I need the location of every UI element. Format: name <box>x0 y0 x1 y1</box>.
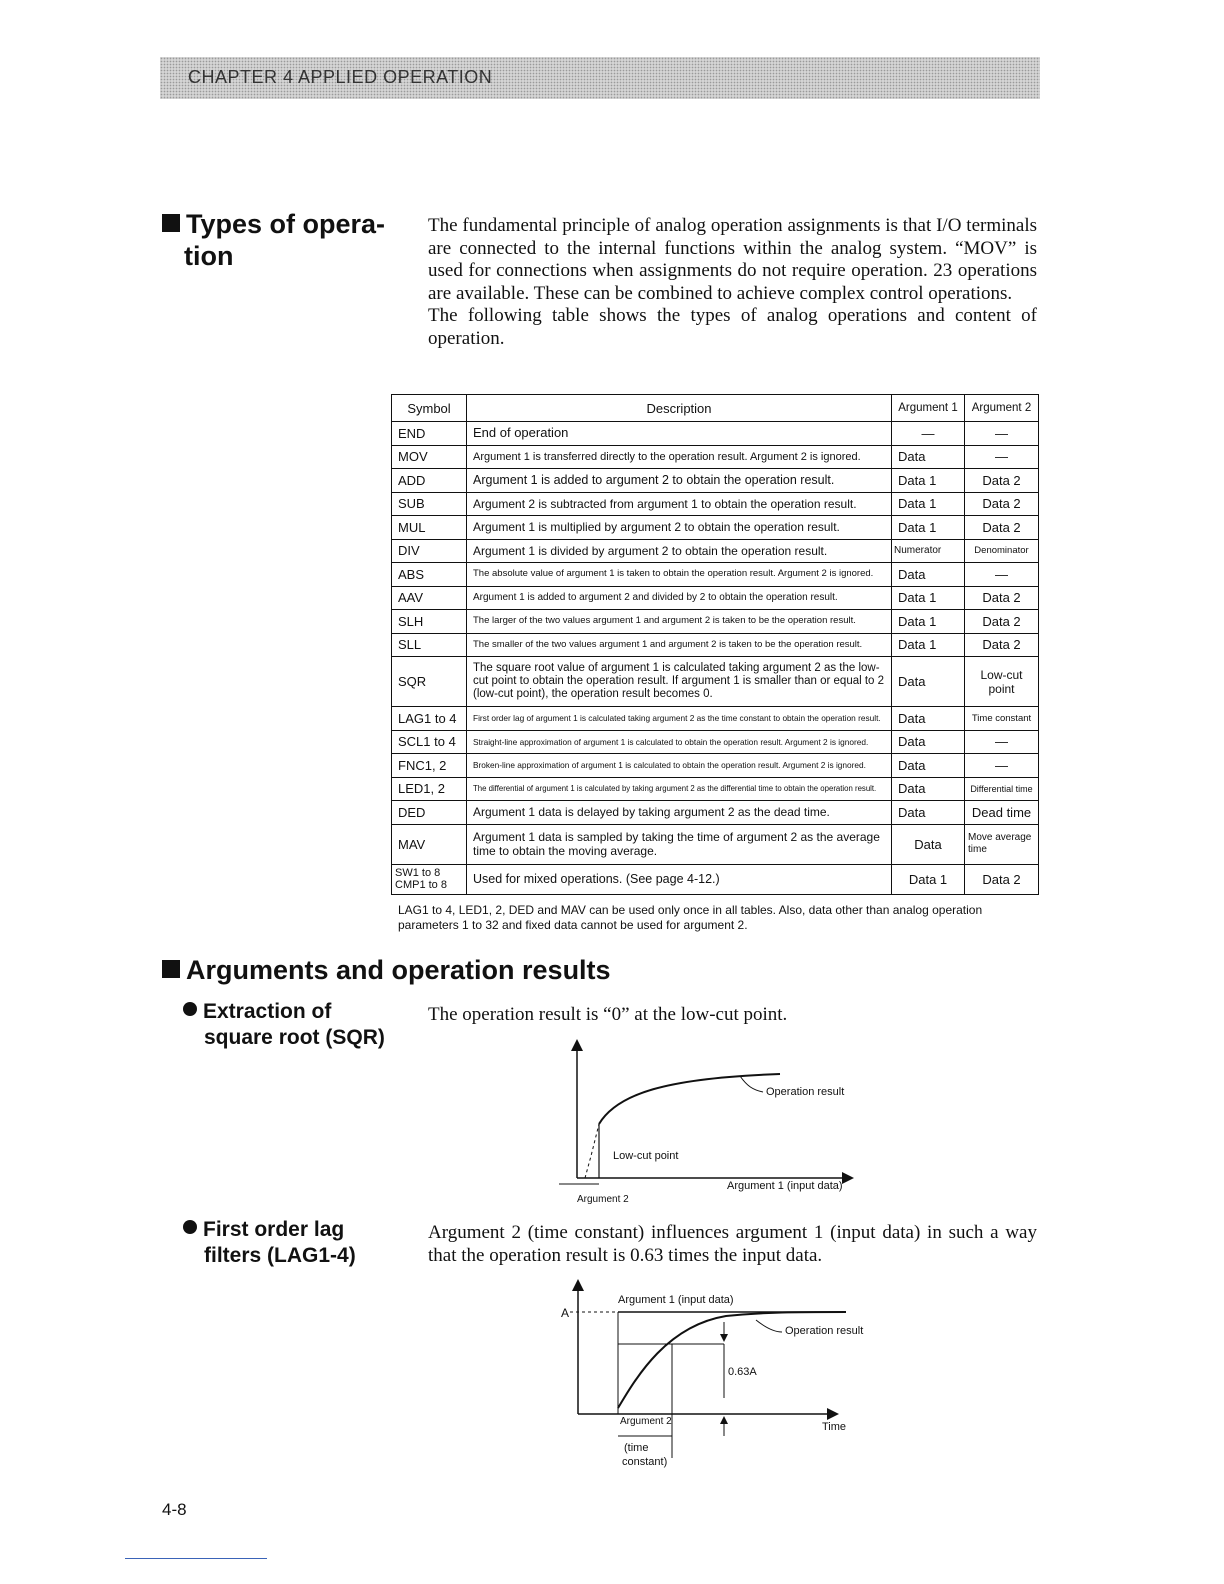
sqr-text: The operation result is “0” at the low-cut point. <box>428 1004 788 1025</box>
table-cell: The square root value of argument 1 is calculated taking argument 2 as the low-cut point to obtain the operation result. If argument 1 is smaller than or equal to 2 (low-cut point), the operation result becomes 0. <box>467 657 892 707</box>
table-cell: Argument 1 is transferred directly to the operation result. Argument 2 is ignored. <box>467 445 892 469</box>
paragraph: The following table shows the types of analog operations and content of operation. <box>428 305 1037 349</box>
arg2-label: Argument 2 <box>577 1194 629 1205</box>
table-cell: End of operation <box>467 422 892 446</box>
table-cell: DED <box>392 801 467 825</box>
table-cell: Data <box>892 754 965 778</box>
operation-curve <box>599 1074 780 1124</box>
table-cell: Argument 1 data is delayed by taking argument 2 as the dead time. <box>467 801 892 825</box>
table-cell: Data 1 <box>892 633 965 657</box>
table-cell: Data <box>892 707 965 731</box>
table-cell: — <box>892 422 965 446</box>
lag-heading: First order lag filters (LAG1-4) <box>183 1217 356 1269</box>
table-cell: SCL1 to 4 <box>392 730 467 754</box>
table-cell: The smaller of the two values argument 1 and argument 2 is taken to be the operation result. <box>467 633 892 657</box>
paragraph: The fundamental principle of analog operation assignments is that I/O terminals are connected to the internal functions within the analog system. “MOV” is used for connections when assignments do not require operation. 23 operations are available. These can be combined to achieve complex control operations. <box>428 215 1037 304</box>
arguments-heading: Arguments and operation results <box>162 955 611 986</box>
table-row <box>392 801 1039 825</box>
table-cell: Argument 1 is added to argument 2 and divided by 2 to obtain the operation result. <box>467 586 892 610</box>
table-cell: SQR <box>392 657 467 707</box>
table-cell: END <box>392 422 467 446</box>
low-cut-label: Low-cut point <box>613 1150 679 1162</box>
table-cell: Data <box>892 657 965 707</box>
table-cell: MOV <box>392 445 467 469</box>
column-header: Description <box>467 395 892 422</box>
operation-result-label: Operation result <box>766 1086 845 1098</box>
table-cell: Argument 1 is divided by argument 2 to obtain the operation result. <box>467 539 892 563</box>
table-cell: — <box>965 445 1039 469</box>
table-cell: Data 2 <box>965 610 1039 634</box>
table-cell: Denominator <box>965 539 1039 563</box>
table-cell: Data 2 <box>965 492 1039 516</box>
table-cell: Broken-line approximation of argument 1 is calculated to obtain the operation result. Argument 2 is ignored. <box>467 754 892 778</box>
table-cell: First order lag of argument 1 is calculated taking argument 2 as the time constant to obtain the operation result. <box>467 707 892 731</box>
column-header: Symbol <box>392 395 467 422</box>
table-cell: MAV <box>392 824 467 864</box>
circle-bullet-icon <box>183 1002 197 1016</box>
table-cell: Data <box>892 730 965 754</box>
time-constant-label: (time <box>624 1442 649 1454</box>
table-cell: Data <box>892 777 965 801</box>
table-header-row <box>392 395 1039 422</box>
table-cell: Data 1 <box>892 492 965 516</box>
table-cell: Data <box>892 563 965 587</box>
table-cell: — <box>965 730 1039 754</box>
table-row <box>392 730 1039 754</box>
table-row <box>392 563 1039 587</box>
time-label: Time <box>822 1421 847 1433</box>
table-cell: Low-cut point <box>965 657 1039 707</box>
page-number: 4-8 <box>162 1500 187 1519</box>
operation-result-label: Operation result <box>785 1325 864 1337</box>
table-cell: SLL <box>392 633 467 657</box>
column-header: Argument 1 <box>892 395 965 422</box>
table-cell: Data 1 <box>892 610 965 634</box>
dashed-curve <box>585 1124 599 1178</box>
table-cell: Data 2 <box>965 516 1039 540</box>
circle-bullet-icon <box>183 1220 197 1234</box>
table-cell: Argument 2 is subtracted from argument 1 to obtain the operation result. <box>467 492 892 516</box>
table-cell: — <box>965 563 1039 587</box>
table-cell: LED1, 2 <box>392 777 467 801</box>
footer-line <box>125 1558 267 1559</box>
table-cell: Data 2 <box>965 586 1039 610</box>
input-label: Argument 1 (input data) <box>618 1294 734 1306</box>
table-row <box>392 445 1039 469</box>
table-cell: AAV <box>392 586 467 610</box>
label-leader <box>740 1076 763 1092</box>
table-cell: Data <box>892 801 965 825</box>
table-cell: Argument 1 data is sampled by taking the time of argument 2 as the average time to obtain the moving average. <box>467 824 892 864</box>
table-note: LAG1 to 4, LED1, 2, DED and MAV can be used only once in all tables. Also, data other than analog operation parameters 1 to 32 and fixed data cannot be used for argument 2. <box>398 903 983 932</box>
sqr-heading: Extraction of square root (SQR) <box>183 999 385 1051</box>
table-cell: Dead time <box>965 801 1039 825</box>
sqr-diagram <box>555 1038 875 1208</box>
table-cell: Data 1 <box>892 516 965 540</box>
table-cell: Data 1 <box>892 586 965 610</box>
time-constant-label: constant) <box>622 1456 668 1468</box>
table-row <box>392 633 1039 657</box>
table-cell: Differential time <box>965 777 1039 801</box>
operations-table <box>391 394 1039 895</box>
column-header: Argument 2 <box>965 395 1039 422</box>
table-cell: SLH <box>392 610 467 634</box>
table-row <box>392 422 1039 446</box>
table-row <box>392 586 1039 610</box>
table-cell: Data 1 <box>892 469 965 493</box>
lag-diagram <box>556 1278 876 1478</box>
table-row <box>392 657 1039 707</box>
table-cell: Argument 1 is added to argument 2 to obtain the operation result. <box>467 469 892 493</box>
table-cell: Data <box>892 445 965 469</box>
lag-text: Argument 2 (time constant) influences argument 1 (input data) in such a way that the operation result is 0.63 times the input data. <box>428 1222 1037 1266</box>
table-cell: SW1 to 8 CMP1 to 8 <box>392 864 467 894</box>
table-cell: Data 1 <box>892 864 965 894</box>
table-cell: Data 2 <box>965 469 1039 493</box>
lag-graph <box>556 1278 876 1478</box>
table-cell: Data 2 <box>965 633 1039 657</box>
table-row <box>392 824 1039 864</box>
level-label: 0.63A <box>728 1366 757 1378</box>
table-cell: MUL <box>392 516 467 540</box>
table-row <box>392 492 1039 516</box>
types-body <box>428 215 1037 350</box>
table-cell: The absolute value of argument 1 is taken to obtain the operation result. Argument 2 is ignored. <box>467 563 892 587</box>
table-cell: Move average time <box>965 824 1039 864</box>
table-cell: — <box>965 754 1039 778</box>
table-row <box>392 516 1039 540</box>
x-axis-label: Argument 1 (input data) <box>727 1180 843 1192</box>
table-cell: FNC1, 2 <box>392 754 467 778</box>
table-cell: Data 2 <box>965 864 1039 894</box>
table-cell: SUB <box>392 492 467 516</box>
table-row <box>392 864 1039 894</box>
table-cell: Straight-line approximation of argument 1 is calculated to obtain the operation result. Argument 2 is ignored. <box>467 730 892 754</box>
label-leader <box>756 1320 782 1332</box>
table-cell: DIV <box>392 539 467 563</box>
table-cell: The differential of argument 1 is calculated by taking argument 2 as the differential time to obtain the operation result. <box>467 777 892 801</box>
table-cell: The larger of the two values argument 1 and argument 2 is taken to be the operation result. <box>467 610 892 634</box>
table-cell: LAG1 to 4 <box>392 707 467 731</box>
table-row <box>392 754 1039 778</box>
table-row <box>392 469 1039 493</box>
table-row <box>392 707 1039 731</box>
table-cell: Numerator <box>892 539 965 563</box>
a-label: A <box>561 1306 570 1320</box>
table-row <box>392 777 1039 801</box>
table-row <box>392 610 1039 634</box>
table-cell: ABS <box>392 563 467 587</box>
table-cell: Argument 1 is multiplied by argument 2 to obtain the operation result. <box>467 516 892 540</box>
chapter-header <box>160 57 1040 99</box>
table-cell: — <box>965 422 1039 446</box>
square-bullet-icon <box>162 214 180 232</box>
table-cell: Time constant <box>965 707 1039 731</box>
types-heading: Types of opera- tion <box>162 208 385 272</box>
table-cell: Used for mixed operations. (See page 4-12.) <box>467 864 892 894</box>
chapter-title: CHAPTER 4 APPLIED OPERATION <box>188 67 493 87</box>
arg2-label: Argument 2 <box>620 1416 672 1427</box>
table-cell: ADD <box>392 469 467 493</box>
square-bullet-icon <box>162 960 180 978</box>
table-cell: Data <box>892 824 965 864</box>
table-row <box>392 539 1039 563</box>
